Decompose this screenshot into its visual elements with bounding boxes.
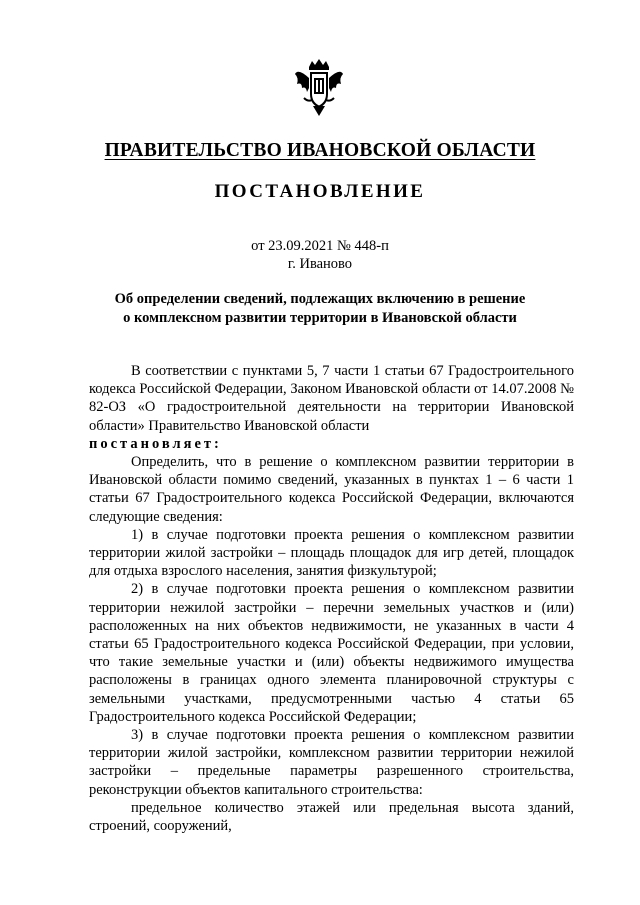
document-body	[89, 362, 574, 835]
paragraph-item-1: 1) в случае подготовки проекта решения о комплексном развитии территории жилой застройки – площадь площадок для игр детей, площадок для отдыха взрослого населения, занятия физкультурой;	[89, 526, 574, 580]
document-title	[70, 290, 570, 327]
coat-of-arms-icon	[294, 58, 344, 118]
resolves-word: постановляет:	[89, 435, 222, 452]
title-line-1: Об определении сведений, подлежащих включению в решение	[114, 291, 526, 307]
city: г. Иваново	[287, 256, 353, 272]
paragraph-main: Определить, что в решение о комплексном развитии территории в Ивановской области помимо сведений, указанных в пунктах 1 – 6 части 1 статьи 67 Градостроительного кодекса Российской Федерации, включаются следующие сведения:	[89, 454, 574, 525]
paragraph-item-3-sub: предельное количество этажей или предельная высота зданий, строений, сооружений,	[89, 799, 574, 835]
government-name: ПРАВИТЕЛЬСТВО ИВАНОВСКОЙ ОБЛАСТИ	[104, 140, 536, 161]
paragraph-preamble: В соответствии с пунктами 5, 7 части 1 статьи 67 Градостроительного кодекса Российской Федерации, Законом Ивановской области от 14.07.2008 № 82-ОЗ «О градостроительной деятельности на территории Ивановской области» Правительство Ивановской области	[89, 363, 574, 434]
document-meta	[0, 237, 640, 273]
paragraph-item-2: 2) в случае подготовки проекта решения о комплексном развитии территории нежилой застройки – перечни земельных участков и (или) расположенных на них объектов недвижимости, не указанных в части 4 статьи 65 Градостроительного кодекса Российской Федерации, при условии, что такие земельные участки и (или) объекты недвижимого имущества расположены в границах одного элемента планировочной структуры с земельными участками, предусмотренными частью 4 статьи 65 Градостроительного кодекса Российской Федерации;	[89, 581, 574, 725]
paragraph-item-3: 3) в случае подготовки проекта решения о комплексном развитии территории жилой застройки, комплексном развитии территории нежилой застройки – предельные параметры разрешенного строительства, реконструкции объектов капитального строительства:	[89, 727, 574, 798]
date-number: от 23.09.2021 № 448-п	[251, 238, 389, 254]
title-line-2: о комплексном развитии территории в Ивановской области	[123, 309, 517, 326]
document-type: ПОСТАНОВЛЕНИЕ	[214, 181, 426, 202]
